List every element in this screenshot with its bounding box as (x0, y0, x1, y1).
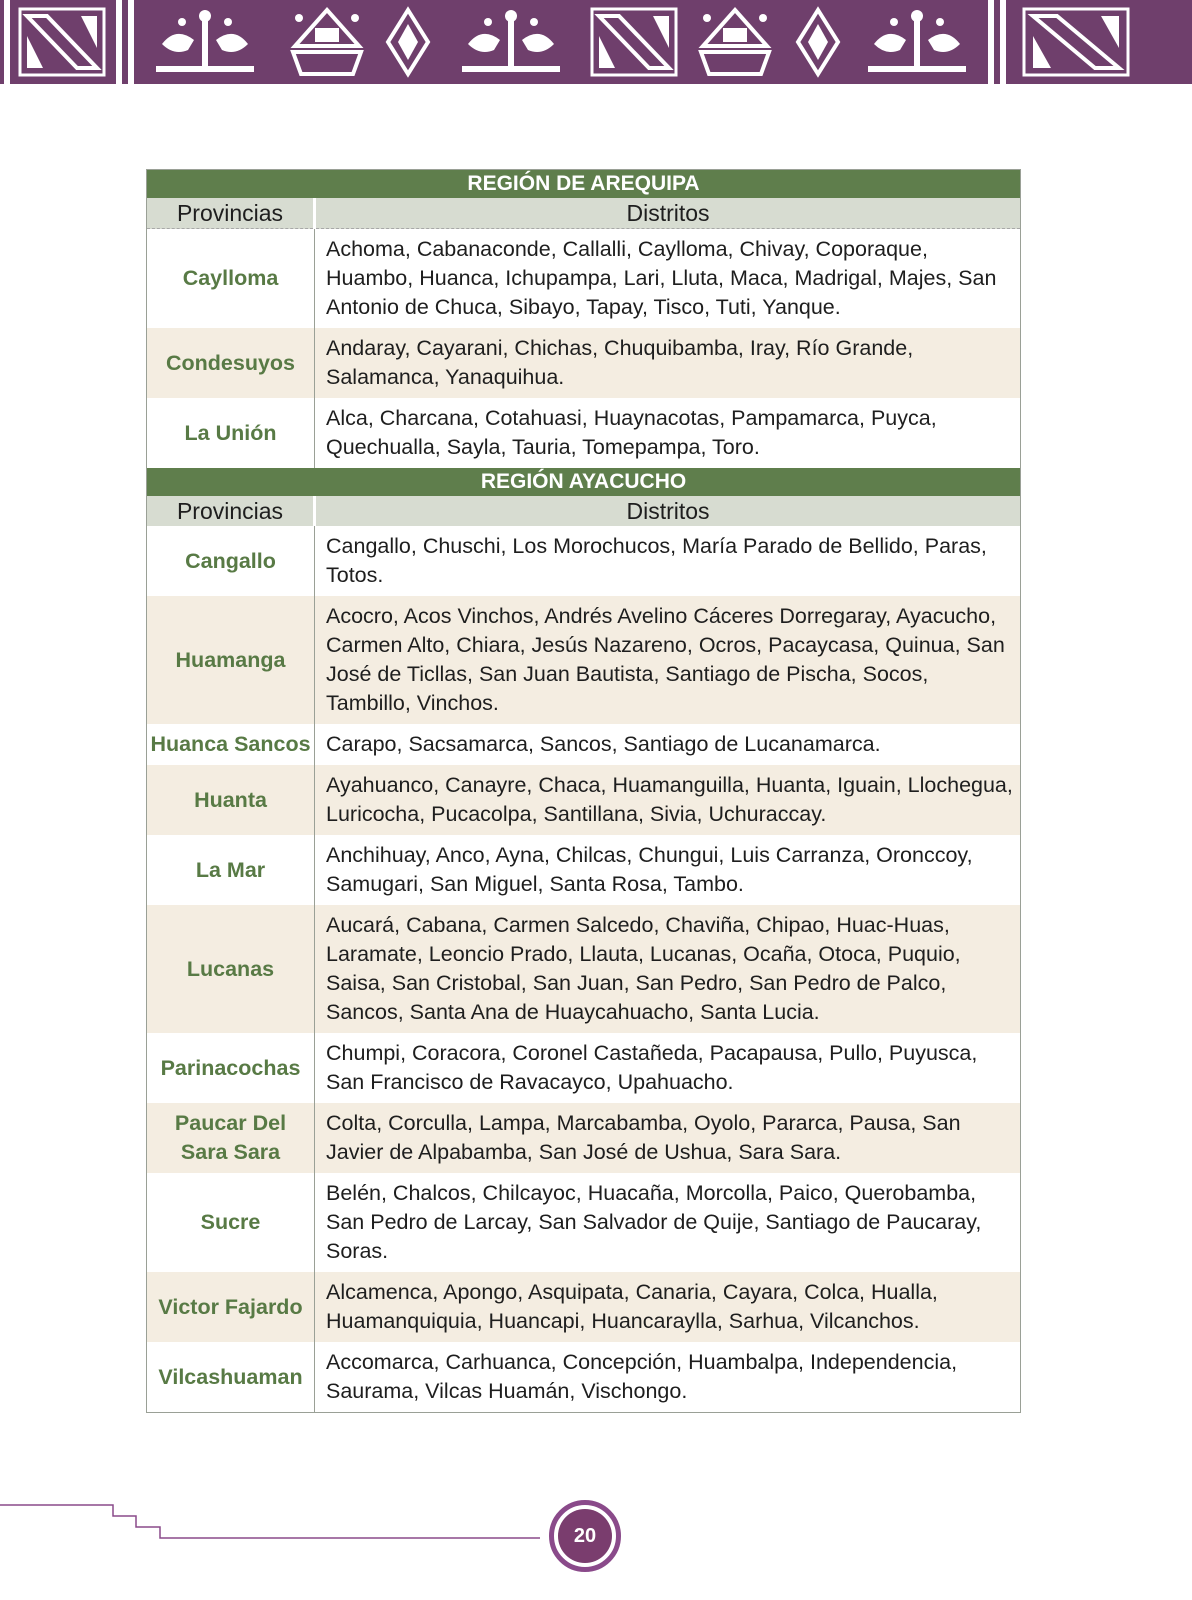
region-title: REGIÓN AYACUCHO (147, 468, 1021, 496)
province-row (147, 905, 1021, 1033)
region-header-arequipa (147, 170, 1021, 199)
geometric-n-icon (1016, 4, 1136, 80)
province-row (147, 1342, 1021, 1413)
province-name: Caylloma (147, 229, 315, 329)
district-list: Andaray, Cayarani, Chichas, Chuquibamba, Iray, Río Grande, Salamanca, Yanaquihua. (315, 328, 1021, 398)
district-list: Accomarca, Carhuanca, Concepción, Huambalpa, Independencia, Saurama, Vilcas Huamán, Vischongo. (326, 1350, 958, 1403)
column-header-row (147, 198, 1021, 229)
district-list: Anchihuay, Anco, Ayna, Chilcas, Chungui, Luis Carranza, Oronccoy, Samugari, San Miguel, Santa Rosa, Tambo. (326, 843, 973, 896)
province-row (147, 398, 1021, 468)
regions-districts-table (146, 169, 1021, 1413)
province-row (147, 596, 1021, 724)
province-row (147, 765, 1021, 835)
district-list: Alcamenca, Apongo, Asquipata, Canaria, Cayara, Colca, Hualla, Huamanquiquia, Huancapi, Huancaraylla, Sarhua, Vilcanchos. (315, 1272, 1021, 1342)
province-row (147, 328, 1021, 398)
province-name: La Unión (147, 398, 315, 468)
diamond-icon (790, 4, 846, 80)
province-name: Vilcashuaman (147, 1342, 315, 1413)
district-list: Chumpi, Coracora, Coronel Castañeda, Pacapausa, Pullo, Puyusca, San Francisco de Ravacayco, Upahuacho. (326, 1041, 978, 1094)
footer-step-line (0, 1504, 560, 1544)
province-name: Huamanga (147, 596, 315, 724)
district-list: Achoma, Cabanaconde, Callalli, Caylloma, Chivay, Coporaque, Huambo, Huanca, Ichupampa, Lari, Lluta, Maca, Madrigal, Majes, San Antonio de Chuca, Sibayo, Tapay, Tisco, Tuti, Yanque. (315, 229, 1021, 329)
province-row (147, 1033, 1021, 1103)
province-name: Parinacochas (147, 1033, 315, 1103)
page-number: 20 (558, 1509, 612, 1563)
province-name: Huanta (147, 765, 315, 835)
district-list: Alca, Charcana, Cotahuasi, Huaynacotas, Pampamarca, Puyca, Quechualla, Sayla, Tauria, Tomepampa, Toro. (326, 406, 937, 459)
province-name: Cangallo (147, 526, 315, 596)
column-header-provincias: Provincias (147, 496, 315, 526)
province-name: Paucar Del Sara Sara (147, 1103, 315, 1173)
column-header-distritos: Distritos (315, 198, 1021, 229)
region-title: REGIÓN DE AREQUIPA (147, 170, 1021, 199)
province-row (147, 229, 1021, 329)
bird-pair-icon (140, 4, 270, 80)
district-list: Aucará, Cabana, Carmen Salcedo, Chaviña, Chipao, Huac-Huas, Laramate, Leoncio Prado, Llauta, Lucanas, Ocaña, Otoca, Puquio, Saisa, San Cristobal, San Juan, San Pedro, San Pedro de Palco, Sancos, Santa Ana de Huaycahuacho, Santa Lucia. (315, 905, 1021, 1033)
column-header-distritos: Distritos (315, 496, 1021, 526)
temple-icon (282, 4, 372, 80)
province-row (147, 1173, 1021, 1272)
bird-pair-icon (446, 4, 576, 80)
province-row (147, 1272, 1021, 1342)
province-name: Condesuyos (147, 328, 315, 398)
banner-stripe (4, 0, 10, 84)
district-list: Cangallo, Chuschi, Los Morochucos, María Parado de Bellido, Paras, Totos. (326, 534, 987, 587)
banner-stripe (128, 0, 134, 84)
bird-pair-icon (852, 4, 982, 80)
banner-stripe (1000, 0, 1006, 84)
banner-stripe (988, 0, 994, 84)
district-list: Colta, Corculla, Lampa, Marcabamba, Oyolo, Pararca, Pausa, San Javier de Alpabamba, San José de Ushua, Sara Sara. (315, 1103, 1021, 1173)
district-list: Belén, Chalcos, Chilcayoc, Huacaña, Morcolla, Paico, Querobamba, San Pedro de Larcay, San Salvador de Quije, Santiago de Paucaray, Soras. (326, 1181, 982, 1263)
district-list: Carapo, Sacsamarca, Sancos, Santiago de Lucanamarca. (326, 732, 881, 756)
province-name: Sucre (147, 1173, 315, 1272)
district-list: Acocro, Acos Vinchos, Andrés Avelino Cáceres Dorregaray, Ayacucho, Carmen Alto, Chiara, Jesús Nazareno, Ocros, Pacaycasa, Quinua, San José de Ticllas, San Juan Bautista, Santiago de Pischa, Socos, Tambillo, Vinchos. (315, 596, 1021, 724)
page-number-badge (549, 1500, 621, 1572)
diamond-icon (380, 4, 436, 80)
province-row (147, 835, 1021, 905)
decorative-banner (0, 0, 1192, 84)
province-row (147, 526, 1021, 596)
province-name: Lucanas (147, 905, 315, 1033)
geometric-n-icon (584, 4, 684, 80)
province-row (147, 724, 1021, 765)
region-header-ayacucho (147, 468, 1021, 496)
column-header-row (147, 496, 1021, 526)
district-list: Ayahuanco, Canayre, Chaca, Huamanguilla, Huanta, Iguain, Llochegua, Luricocha, Pucacolpa, Santillana, Sivia, Uchuraccay. (315, 765, 1021, 835)
column-header-provincias: Provincias (147, 198, 315, 229)
province-row (147, 1103, 1021, 1173)
temple-icon (690, 4, 780, 80)
province-name: Victor Fajardo (147, 1272, 315, 1342)
geometric-n-icon (14, 4, 110, 80)
province-name: Huanca Sancos (147, 724, 315, 765)
banner-stripe (116, 0, 122, 84)
province-name: La Mar (147, 835, 315, 905)
